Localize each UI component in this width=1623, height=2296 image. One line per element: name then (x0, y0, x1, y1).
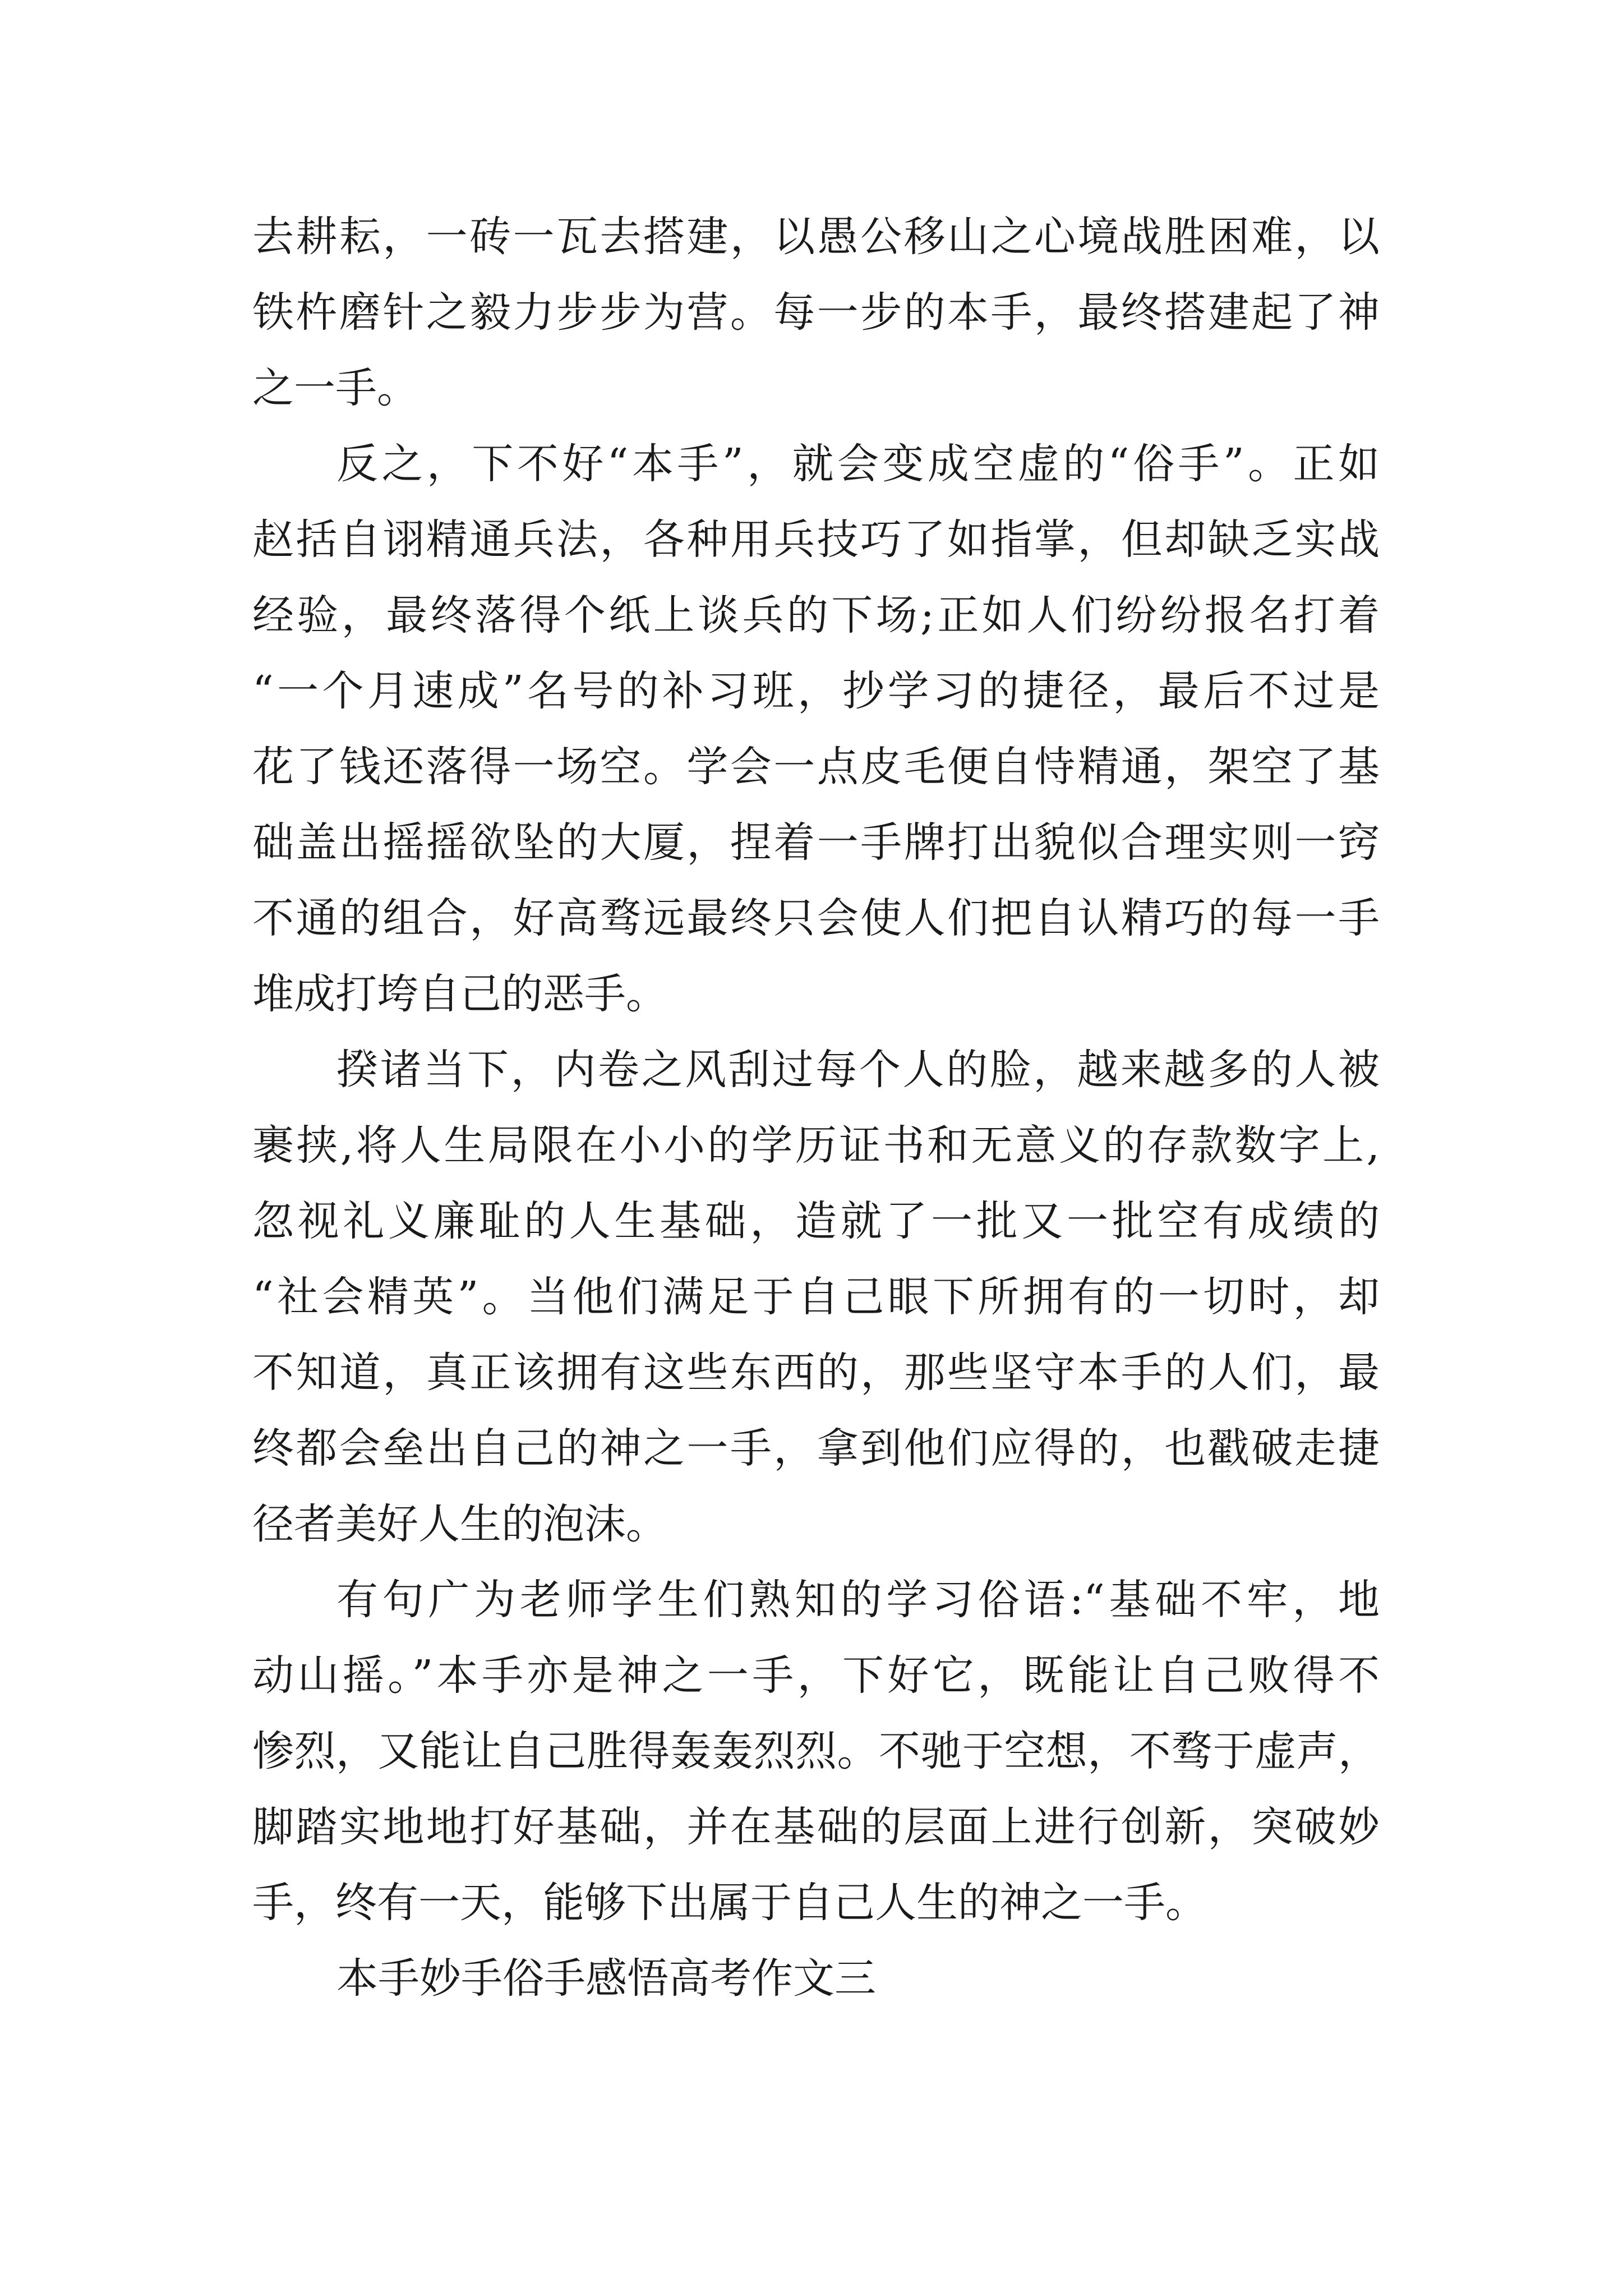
text-line: 揆诸当下，内卷之风刮过每个人的脸，越来越多的人被 (336, 1046, 1380, 1094)
section-heading: 本手妙手俗手感悟高考作文三 (336, 1954, 876, 2003)
paragraph (252, 199, 1380, 426)
text-line: 动山摇。”本手亦是神之一手，下好它，既能让自己败得不 (252, 1651, 1380, 1700)
text-line: 有句广为老师学生们熟知的学习俗语:“基础不牢，地 (336, 1576, 1380, 1624)
text-line: 终都会垒出自己的神之一手，拿到他们应得的，也戳破走捷 (252, 1424, 1380, 1473)
text-line: 脚踏实地地打好基础，并在基础的层面上进行创新，突破妙 (252, 1803, 1380, 1851)
text-line: 堆成打垮自己的恶手。 (252, 970, 667, 1018)
text-line: 去耕耘，一砖一瓦去搭建，以愚公移山之心境战胜困难，以 (252, 213, 1380, 261)
text-line: 花了钱还落得一场空。学会一点皮毛便自恃精通，架空了基 (252, 743, 1380, 791)
paragraph (252, 426, 1380, 1032)
text-line: 赵括自诩精通兵法，各种用兵技巧了如指掌，但却缺乏实战 (252, 516, 1380, 564)
text-line: “社会精英”。当他们满足于自己眼下所拥有的一切时，却 (252, 1273, 1380, 1321)
text-line: 忽视礼义廉耻的人生基础，造就了一批又一批空有成绩的 (252, 1197, 1380, 1245)
text-line: 惨烈，又能让自己胜得轰轰烈烈。不驰于空想，不骛于虚声， (252, 1727, 1380, 1775)
text-line: 不通的组合，好高骛远最终只会使人们把自认精巧的每一手 (252, 894, 1380, 942)
paragraph (252, 1562, 1380, 1941)
text-line: “一个月速成”名号的补习班，抄学习的捷径，最后不过是 (252, 667, 1380, 715)
text-line: 裹挟,将人生局限在小小的学历证书和无意义的存款数字上, (252, 1121, 1380, 1170)
text-line: 径者美好人生的泡沫。 (252, 1500, 667, 1548)
essay-body (252, 199, 1380, 2017)
text-line: 之一手。 (252, 364, 418, 412)
text-line: 反之，下不好“本手”，就会变成空虚的“俗手”。正如 (336, 440, 1380, 488)
text-line: 经验，最终落得个纸上谈兵的下场;正如人们纷纷报名打着 (252, 591, 1380, 639)
paragraph (252, 1032, 1380, 1562)
text-line: 铁杵磨针之毅力步步为营。每一步的本手，最终搭建起了神 (252, 288, 1380, 337)
text-line: 手，终有一天，能够下出属于自己人生的神之一手。 (252, 1879, 1207, 1927)
text-line: 不知道，真正该拥有这些东西的，那些坚守本手的人们，最 (252, 1349, 1380, 1397)
text-line: 础盖出摇摇欲坠的大厦，捏着一手牌打出貌似合理实则一窍 (252, 818, 1380, 867)
